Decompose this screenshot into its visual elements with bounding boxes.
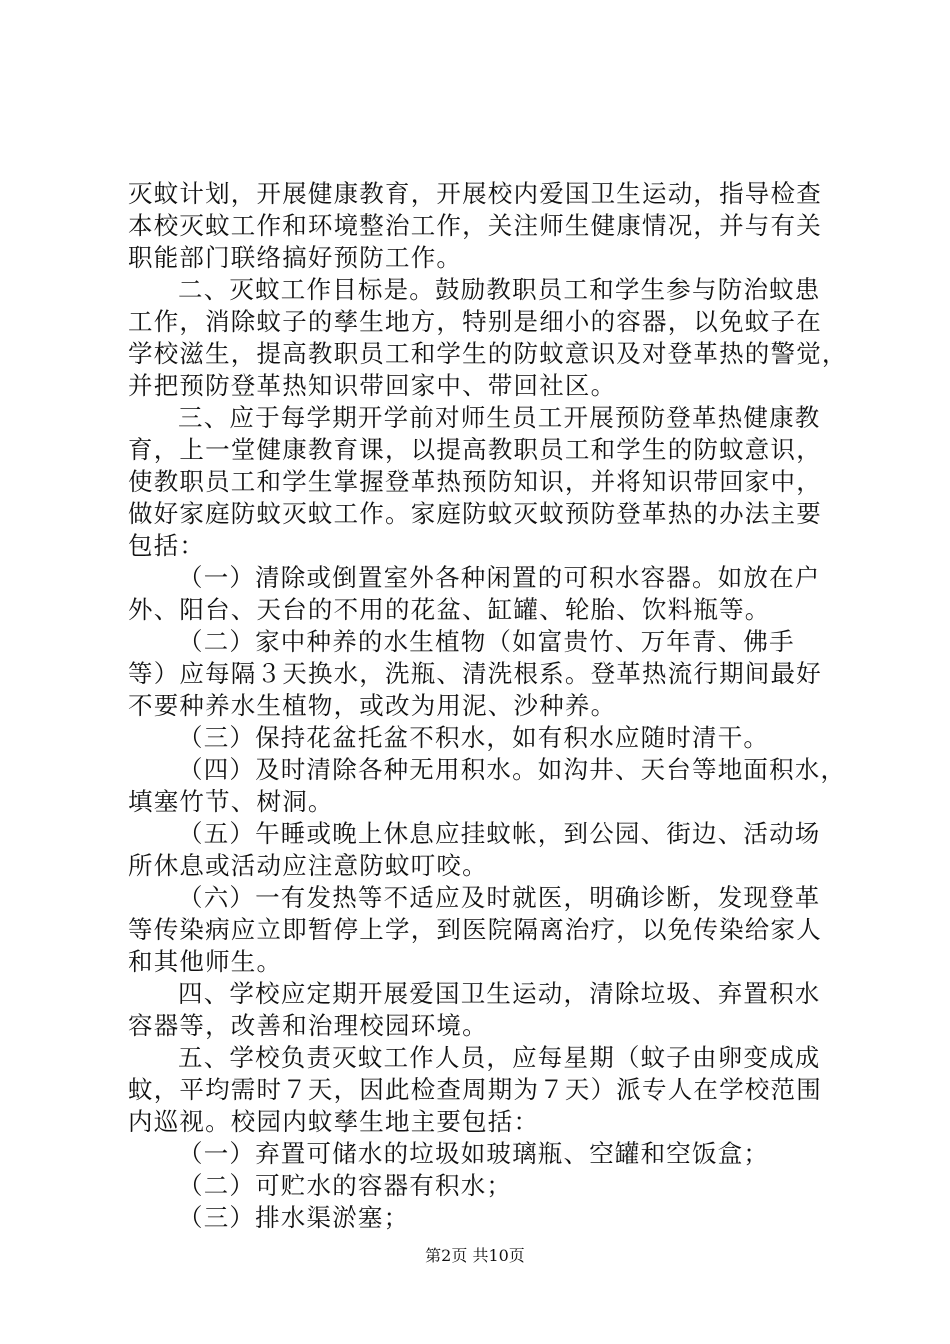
text-line: 育，上一堂健康教育课，以提高教职员工和学生的防蚊意识， — [128, 435, 822, 464]
text-line: 所休息或活动应注意防蚊叮咬。 — [128, 851, 488, 880]
text-line: （六）一有发热等不适应及时就医，明确诊断，发现登革 — [178, 883, 821, 912]
text-line: 外、阳台、天台的不用的花盆、缸罐、轮胎、饮料瓶等。 — [128, 595, 771, 624]
text-line: 包括： — [128, 531, 206, 560]
text-line: 并把预防登革热知识带回家中、带回社区。 — [128, 371, 617, 400]
text-line: 使教职员工和学生掌握登革热预防知识，并将知识带回家中， — [128, 467, 822, 496]
text-line: 职能部门联络搞好预防工作。 — [128, 243, 463, 272]
text-line: 工作，消除蚊子的孳生地方，特别是细小的容器，以免蚊子在 — [128, 307, 822, 336]
text-line: 做好家庭防蚊灭蚊工作。家庭防蚊灭蚊预防登革热的办法主要 — [128, 499, 822, 528]
text-line: 三、应于每学期开学前对师生员工开展预防登革热健康教 — [178, 403, 821, 432]
text-line: （二）可贮水的容器有积水； — [178, 1171, 513, 1200]
text-line: 容器等，改善和治理校园环境。 — [128, 1011, 488, 1040]
text-line: （四）及时清除各种无用积水。如沟井、天台等地面积水， — [178, 755, 847, 784]
text-line: （三）保持花盆托盆不积水，如有积水应随时清干。 — [178, 723, 770, 752]
text-line: （三）排水渠淤塞； — [178, 1203, 410, 1232]
text-line: （一）清除或倒置室外各种闲置的可积水容器。如放在户 — [178, 563, 821, 592]
text-line: （二）家中种养的水生植物（如富贵竹、万年青、佛手 — [178, 627, 795, 656]
text-line: 灭蚊计划，开展健康教育，开展校内爱国卫生运动，指导检查 — [128, 179, 822, 208]
text-line: （五）午睡或晚上休息应挂蚊帐，到公园、街边、活动场 — [178, 819, 821, 848]
text-line: 不要种养水生植物，或改为用泥、沙种养。 — [128, 691, 617, 720]
text-line: （一）弃置可储水的垃圾如玻璃瓶、空罐和空饭盒； — [178, 1139, 770, 1168]
text-line: 蚊，平均需时７天，因此检查周期为７天）派专人在学校范围 — [128, 1075, 822, 1104]
text-line: 本校灭蚊工作和环境整治工作，关注师生健康情况，并与有关 — [128, 211, 822, 240]
text-line: 和其他师生。 — [128, 947, 283, 976]
text-line: 等）应每隔３天换水，洗瓶、清洗根系。登革热流行期间最好 — [128, 659, 822, 688]
text-line: 等传染病应立即暂停上学，到医院隔离治疗，以免传染给家人 — [128, 915, 822, 944]
page-number-footer: 第2页 共10页 — [425, 1246, 525, 1265]
text-line: 五、学校负责灭蚊工作人员，应每星期（蚊子由卵变成成 — [178, 1043, 821, 1072]
text-line: 二、灭蚊工作目标是。鼓励教职员工和学生参与防治蚊患 — [178, 275, 821, 304]
text-line: 填塞竹节、树洞。 — [128, 787, 334, 816]
text-line: 学校滋生，提高教职员工和学生的防蚊意识及对登革热的警觉， — [128, 339, 848, 368]
text-line: 内巡视。校园内蚊孳生地主要包括： — [128, 1107, 540, 1136]
text-line: 四、学校应定期开展爱国卫生运动，清除垃圾、弃置积水 — [178, 979, 821, 1008]
